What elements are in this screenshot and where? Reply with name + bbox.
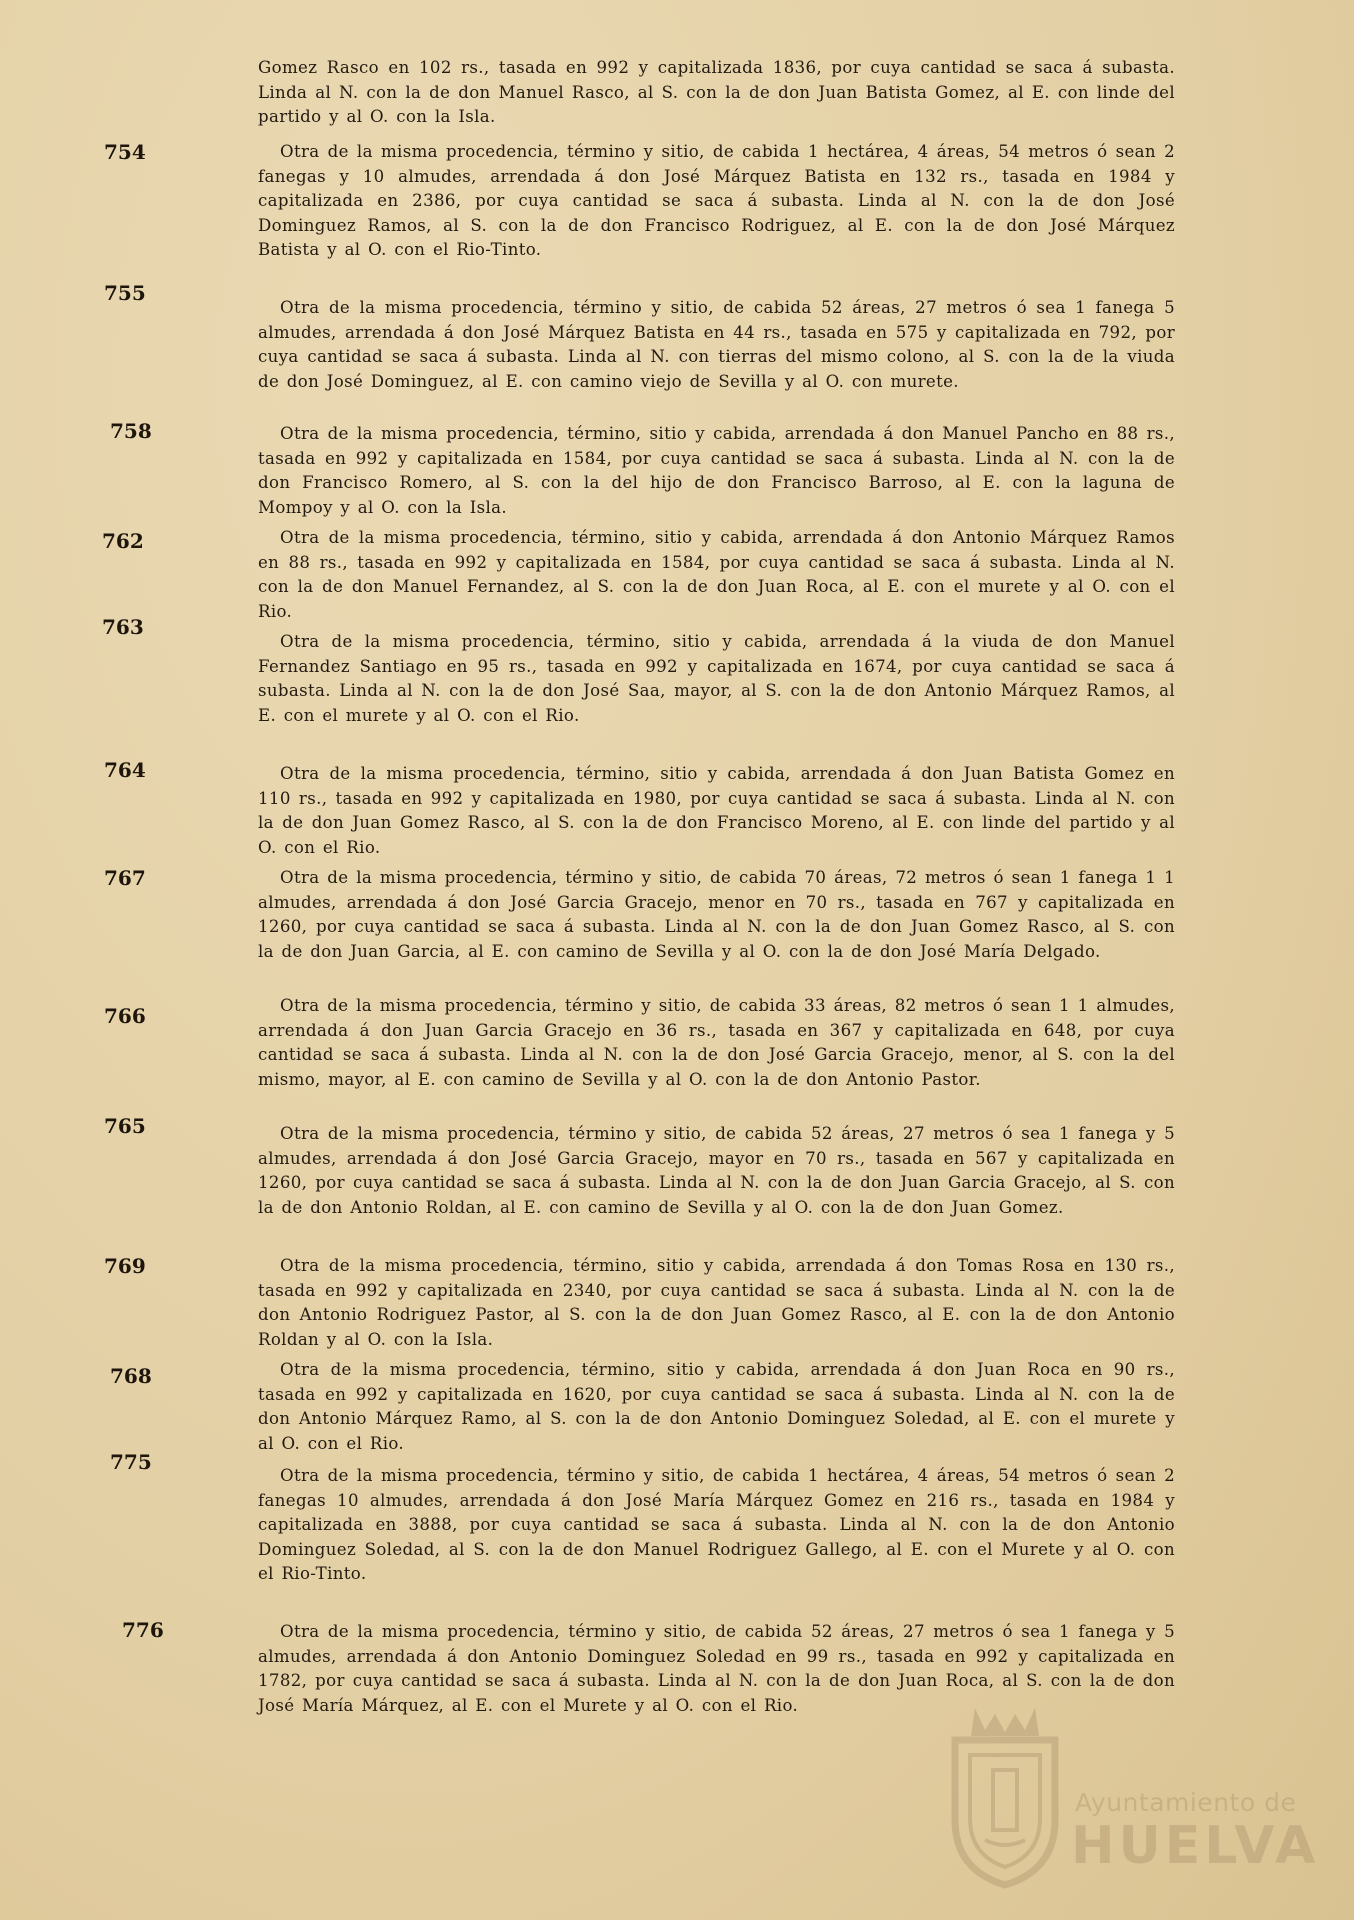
lot-number: 754: [104, 140, 146, 164]
lot-number: 762: [102, 529, 144, 553]
entry-text: Otra de la misma procedencia, término y sitio, de cabida 52 áreas, 27 metros ó sea 1 fanega y 5 almudes, arrendada á don José Garcia Gracejo, mayor en 70 rs., tasada en 567 y capitalizada en 1260, por cuya cantidad se saca á subasta. Linda al N. con la de don Juan Garcia Gracejo, al S. con la de don Antonio Roldan, al E. con camino de Sevilla y al O. con la de don Juan Gomez.: [258, 1124, 1175, 1217]
entry-text: Otra de la misma procedencia, término, sitio y cabida, arrendada á don Juan Roca en 90 rs., tasada en 992 y capitalizada en 1620, por cuya cantidad se saca á subasta. Linda al N. con la de don Antonio Márquez Ramo, al S. con la de don Antonio Dominguez Soledad, al E. con el murete y al O. con el Rio.: [258, 1360, 1175, 1453]
entry-text: Otra de la misma procedencia, término, sitio y cabida, arrendada á don Manuel Pancho en 88 rs., tasada en 992 y capitalizada en 1584, por cuya cantidad se saca á subasta. Linda al N. con la de don Francisco Romero, al S. con la del hijo de don Francisco Barroso, al E. con la laguna de Mompoy y al O. con la Isla.: [258, 424, 1175, 517]
entry-text: Otra de la misma procedencia, término y sitio, de cabida 1 hectárea, 4 áreas, 54 metros ó sean 2 fanegas y 10 almudes, arrendada á don José Márquez Batista en 132 rs., tasada en 1984 y capitalizada en 2386, por cuya cantidad se saca á subasta. Linda al N. con la de don José Dominguez Ramos, al S. con la de don Francisco Rodriguez, al E. con la de don José Márquez Batista y al O. con el Rio-Tinto.: [258, 142, 1175, 260]
lot-number: 758: [110, 419, 152, 443]
lot-number: 755: [104, 281, 146, 305]
entry-text: Otra de la misma procedencia, término, sitio y cabida, arrendada á don Juan Batista Gomez en 110 rs., tasada en 992 y capitalizada en 1980, por cuya cantidad se saca á subasta. Linda al N. con la de don Juan Gomez Rasco, al S. con la de don Francisco Moreno, al E. con linde del partido y al O. con el Rio.: [258, 764, 1175, 857]
lot-number: 763: [102, 615, 144, 639]
entry-text: Otra de la misma procedencia, término y sitio, de cabida 52 áreas, 27 metros ó sea 1 fanega y 5 almudes, arrendada á don Antonio Dominguez Soledad en 99 rs., tasada en 992 y capitalizada en 1782, por cuya cantidad se saca á subasta. Linda al N. con la de don Juan Roca, al S. con la de don José María Márquez, al E. con el Murete y al O. con el Rio.: [258, 1622, 1175, 1715]
entry-text: Otra de la misma procedencia, término y sitio, de cabida 1 hectárea, 4 áreas, 54 metros ó sean 2 fanegas 10 almudes, arrendada á don José María Márquez Gomez en 216 rs., tasada en 1984 y capitalizada en 3888, por cuya cantidad se saca á subasta. Linda al N. con la de don Antonio Dominguez Soledad, al S. con la de don Manuel Rodriguez Gallego, al E. con el Murete y al O. con el Rio-Tinto.: [258, 1466, 1175, 1584]
lot-number: 767: [104, 866, 146, 890]
lot-number: 766: [104, 1004, 146, 1028]
entry-text: Otra de la misma procedencia, término, sitio y cabida, arrendada á la viuda de don Manuel Fernandez Santiago en 95 rs., tasada en 992 y capitalizada en 1674, por cuya cantidad se saca á subasta. Linda al N. con la de don José Saa, mayor, al S. con la de don Antonio Márquez Ramos, al E. con el murete y al O. con el Rio.: [258, 632, 1175, 725]
lot-number: 775: [110, 1450, 152, 1474]
entry-text: Otra de la misma procedencia, término y sitio, de cabida 70 áreas, 72 metros ó sean 1 fanega 1 1 almudes, arrendada á don José Garcia Gracejo, menor en 70 rs., tasada en 767 y capitalizada en 1260, por cuya cantidad se saca á subasta. Linda al N. con la de don Juan Gomez Rasco, al S. con la de don Juan Garcia, al E. con camino de Sevilla y al O. con la de don José María Delgado.: [258, 868, 1175, 961]
entry-text: Otra de la misma procedencia, término y sitio, de cabida 52 áreas, 27 metros ó sea 1 fanega 5 almudes, arrendada á don José Márquez Batista en 44 rs., tasada en 575 y capitalizada en 792, por cuya cantidad se saca á subasta. Linda al N. con tierras del mismo colono, al S. con la de la viuda de don José Dominguez, al E. con camino viejo de Sevilla y al O. con murete.: [258, 298, 1175, 391]
entry-text: Otra de la misma procedencia, término y sitio, de cabida 33 áreas, 82 metros ó sean 1 1 almudes, arrendada á don Juan Garcia Gracejo en 36 rs., tasada en 367 y capitalizada en 648, por cuya cantidad se saca á subasta. Linda al N. con la de don José Garcia Gracejo, menor, al S. con la del mismo, mayor, al E. con camino de Sevilla y al O. con la de don Antonio Pastor.: [258, 996, 1175, 1089]
lot-number: 764: [104, 758, 146, 782]
watermark-line1: Ayuntamiento de: [1075, 1788, 1297, 1817]
lot-number: 776: [122, 1618, 164, 1642]
entry-text: Otra de la misma procedencia, término, sitio y cabida, arrendada á don Tomas Rosa en 130 rs., tasada en 992 y capitalizada en 2340, por cuya cantidad se saca á subasta. Linda al N. con la de don Antonio Rodriguez Pastor, al S. con la de don Juan Gomez Rasco, al E. con la de don Antonio Roldan y al O. con la Isla.: [258, 1256, 1175, 1349]
lot-number: 768: [110, 1364, 152, 1388]
entry-text: Gomez Rasco en 102 rs., tasada en 992 y capitalizada 1836, por cuya cantidad se saca á subasta. Linda al N. con la de don Manuel Rasco, al S. con la de don Juan Batista Gomez, al E. con linde del partido y al O. con la Isla.: [258, 58, 1175, 127]
watermark-line2: HUELVA: [1071, 1816, 1320, 1876]
watermark: [935, 1700, 1320, 1890]
lot-number: 769: [104, 1254, 146, 1278]
coat-of-arms-icon: [935, 1700, 1075, 1890]
lot-number: 765: [104, 1114, 146, 1138]
entry-text: Otra de la misma procedencia, término, sitio y cabida, arrendada á don Antonio Márquez Ramos en 88 rs., tasada en 992 y capitalizada en 1584, por cuya cantidad se saca á subasta. Linda al N. con la de don Manuel Fernandez, al S. con la de don Juan Roca, al E. con el murete y al O. con el Rio.: [258, 528, 1175, 621]
